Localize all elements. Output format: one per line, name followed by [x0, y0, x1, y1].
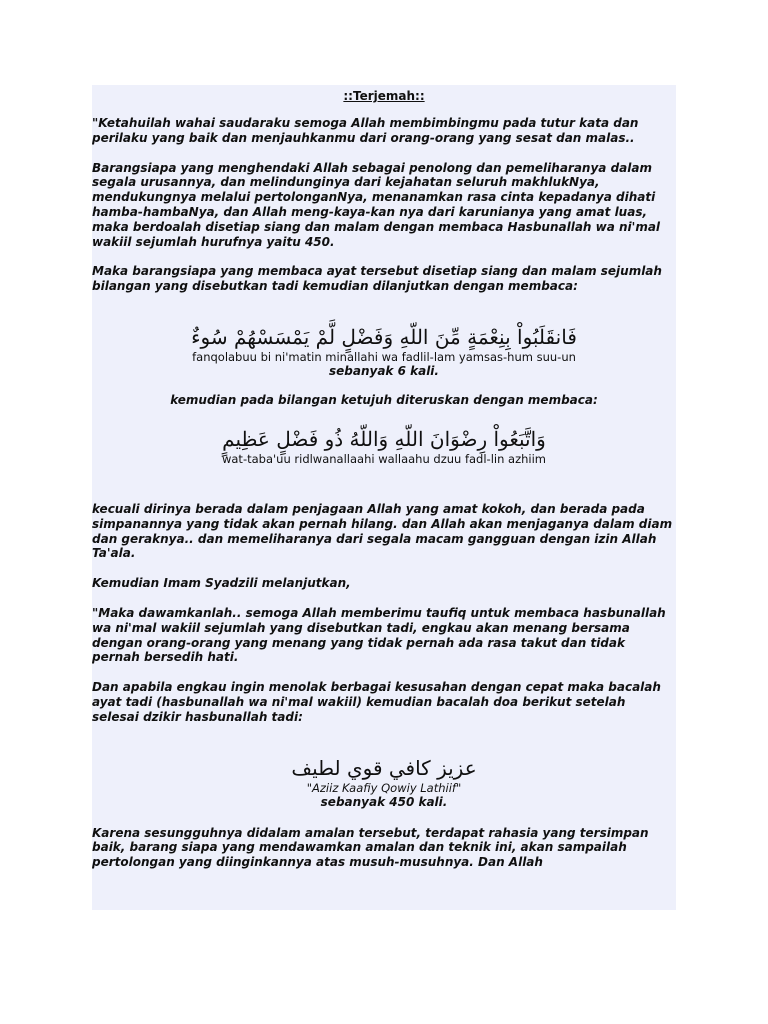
arabic-verse-3: عزيز كافي قوي لطيف — [291, 755, 477, 780]
repeat-count-3: sebanyak 450 kali. — [320, 794, 448, 809]
verse-block-3 — [92, 755, 676, 810]
transliteration-1: fanqolabuu bi ni'matin minallahi wa fadlil-lam yamsas-hum suu-un — [192, 349, 576, 364]
paragraph-4: kecuali dirinya berada dalam penjagaan Allah yang amat kokoh, dan berada pada simpanannya yang tidak akan pernah hilang. dan Allah akan menjaganya dalam diam dan geraknya.. dan memeliharanya dari segala macam gangguan dengan izin Allah Ta'ala. — [92, 501, 673, 561]
arabic-verse-1: فَانقَلَبُواْ بِنِعْمَةٍ مِّنَ اللّهِ وَفَضْلٍ لَّمْ يَمْسَسْهُمْ سُوءٌ — [191, 324, 577, 349]
paragraph-8: Karena sesungguhnya didalam amalan tersebut, terdapat rahasia yang tersimpan baik, barang siapa yang mendawamkan amalan dan teknik ini, akan sampailah pertolongan yang diinginkannya atas musuh-musuhnya. Dan Allah — [92, 825, 649, 870]
paragraph-2: Barangsiapa yang menghendaki Allah sebagai penolong dan pemeliharanya dalam segala urusannya, dan melindunginya dari kejahatan seluruh makhlukNya, mendukungnya melalui pertolonganNya, menanamkan rasa cinta kepadanya dihati hamba-hambaNya, dan Allah meng-kaya-kan nya dari karunianya yang amat luas, maka berdoalah disetiap siang dan malam dengan membaca Hasbunallah wa ni'mal wakiil sejumlah hurufnya yaitu 450. — [92, 160, 661, 249]
paragraph-6: "Maka dawamkanlah.. semoga Allah memberimu taufiq untuk membaca hasbunallah wa ni'mal wakiil sejumlah yang disebutkan tadi, engkau akan menang bersama dengan orang-orang yang menang yang tidak pernah ada rasa takut dan tidak pernah bersedih hati. — [92, 605, 666, 665]
paragraph-7: Dan apabila engkau ingin menolak berbagai kesusahan dengan cepat maka bacalah ayat tadi (hasbunallah wa ni'mal wakiil) kemudian bacalah doa berikut setelah selesai dzikir hasbunallah tadi: — [92, 680, 661, 724]
verse-block-2 — [92, 426, 676, 466]
repeat-count-1: sebanyak 6 kali. — [329, 363, 439, 378]
document-title: ::Terjemah:: — [343, 89, 425, 103]
transliteration-3: "Aziiz Kaafiy Qowiy Lathiif" — [306, 780, 462, 795]
verse-block-1 — [92, 324, 676, 379]
lead-text-2: kemudian pada bilangan ketujuh diteruskan dengan membaca: — [170, 392, 598, 407]
arabic-verse-2: وَاتَّبَعُواْ رِضْوَانَ اللّهِ وَاللّهُ ذُو فَضْلٍ عَظِيمٍ — [222, 426, 546, 451]
transliteration-2: wat-taba'uu ridlwanallaahi wallaahu dzuu fadl-lin azhiim — [221, 451, 547, 466]
paragraph-3: Maka barangsiapa yang membaca ayat tersebut disetiap siang dan malam sejumlah bilangan yang disebutkan tadi kemudian dilanjutkan dengan membaca: — [92, 264, 662, 294]
paragraph-1: "Ketahuilah wahai saudaraku semoga Allah membimbingmu pada tutur kata dan perilaku yang baik dan menjauhkanmu dari orang-orang yang sesat dan malas.. — [92, 116, 639, 145]
paragraph-5: Kemudian Imam Syadzili melanjutkan, — [92, 576, 351, 591]
document-page — [92, 85, 676, 910]
